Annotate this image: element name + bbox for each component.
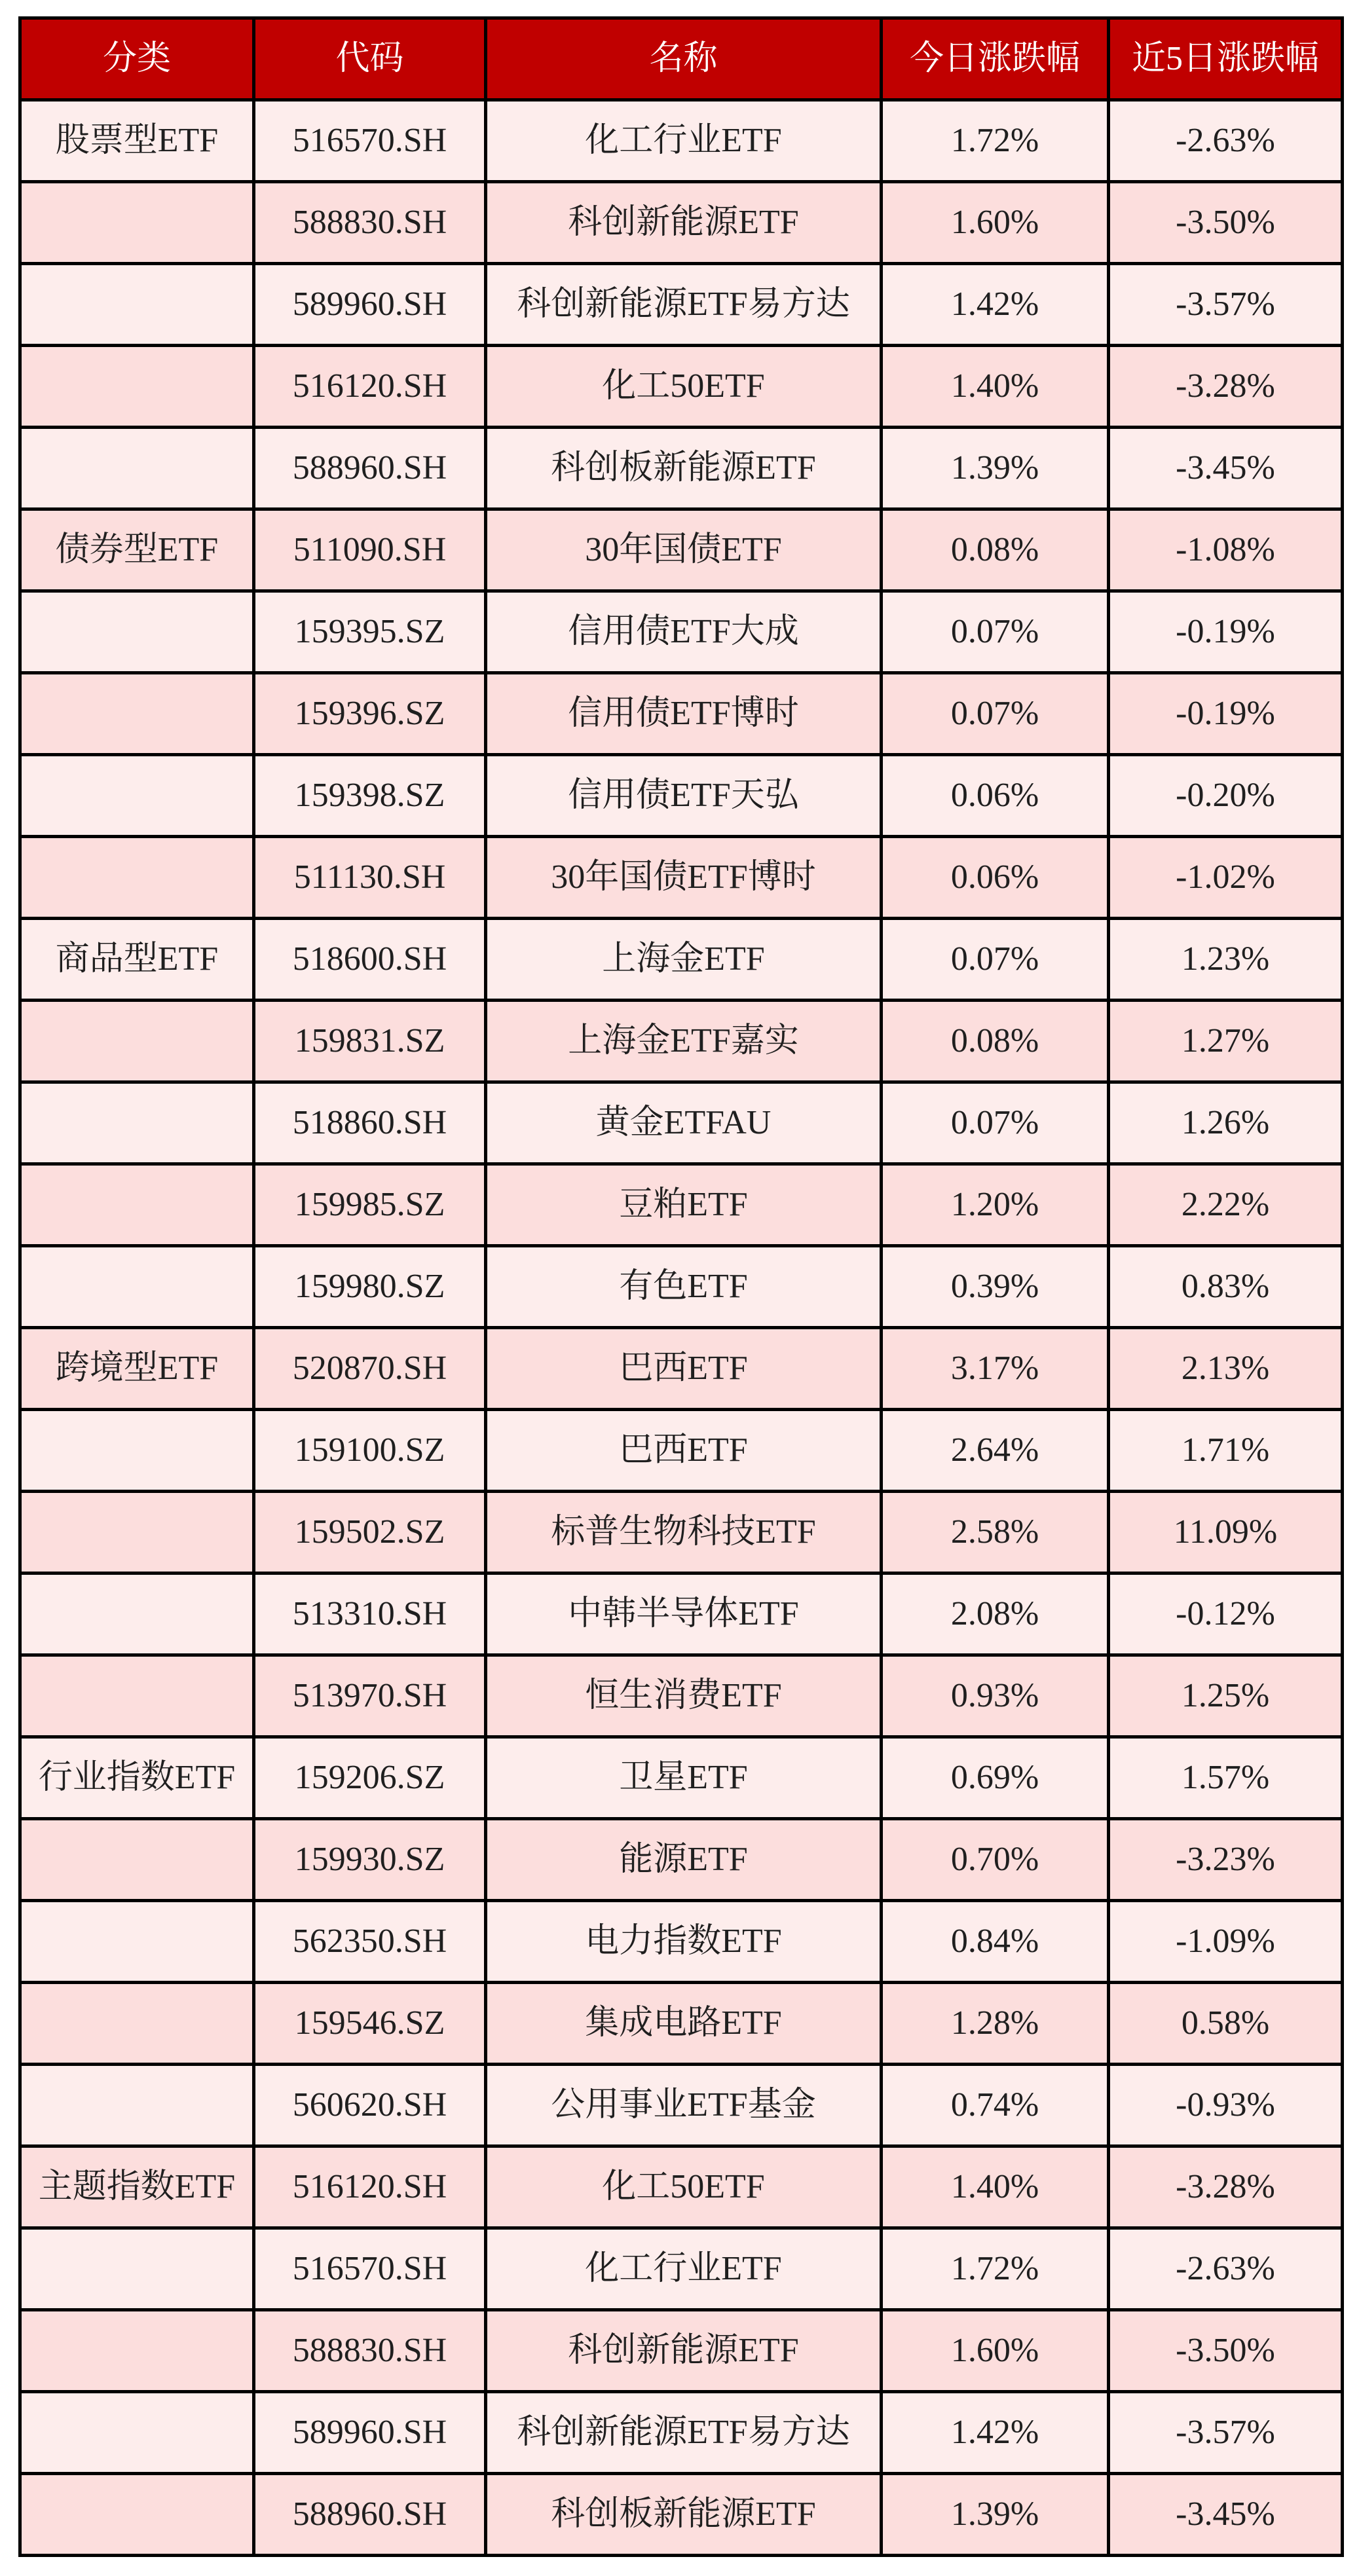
cell-category: [20, 1901, 254, 1983]
cell-category: [20, 1410, 254, 1492]
cell-name: 豆粕ETF: [486, 1164, 882, 1246]
cell-category: [20, 1492, 254, 1573]
cell-today-change: 1.60%: [882, 182, 1109, 264]
cell-category: [20, 1164, 254, 1246]
cell-code: 159395.SZ: [254, 591, 486, 673]
cell-name: 科创新能源ETF: [486, 182, 882, 264]
cell-today-change: 0.84%: [882, 1901, 1109, 1983]
cell-code: 518600.SH: [254, 919, 486, 1001]
cell-category: [20, 1082, 254, 1164]
table-row: [20, 428, 1343, 509]
cell-5day-change: -3.57%: [1109, 264, 1343, 346]
cell-category: [20, 428, 254, 509]
cell-code: 159502.SZ: [254, 1492, 486, 1573]
cell-category: [20, 346, 254, 428]
table-row: [20, 837, 1343, 919]
cell-5day-change: -0.19%: [1109, 673, 1343, 755]
cell-5day-change: 0.58%: [1109, 1983, 1343, 2065]
cell-category: [20, 2310, 254, 2392]
cell-category: [20, 2392, 254, 2474]
cell-name: 卫星ETF: [486, 1737, 882, 1819]
table-row: [20, 1983, 1343, 2065]
cell-code: 159831.SZ: [254, 1001, 486, 1082]
cell-code: 589960.SH: [254, 264, 486, 346]
cell-5day-change: 1.23%: [1109, 919, 1343, 1001]
table-row: [20, 1573, 1343, 1655]
cell-today-change: 0.39%: [882, 1246, 1109, 1328]
table-header: [20, 18, 1343, 100]
cell-5day-change: -3.28%: [1109, 2146, 1343, 2228]
cell-name: 30年国债ETF博时: [486, 837, 882, 919]
cell-today-change: 1.39%: [882, 2474, 1109, 2556]
cell-code: 516120.SH: [254, 346, 486, 428]
etf-table-container: [18, 16, 1344, 2557]
cell-name: 科创新能源ETF易方达: [486, 2392, 882, 2474]
cell-name: 集成电路ETF: [486, 1983, 882, 2065]
cell-5day-change: -0.19%: [1109, 591, 1343, 673]
cell-5day-change: 0.83%: [1109, 1246, 1343, 1328]
cell-5day-change: 2.22%: [1109, 1164, 1343, 1246]
table-row: [20, 2146, 1343, 2228]
cell-code: 520870.SH: [254, 1328, 486, 1410]
table-row: [20, 1492, 1343, 1573]
cell-code: 159396.SZ: [254, 673, 486, 755]
cell-code: 588830.SH: [254, 182, 486, 264]
cell-today-change: 0.08%: [882, 1001, 1109, 1082]
cell-name: 上海金ETF嘉实: [486, 1001, 882, 1082]
cell-name: 科创新能源ETF易方达: [486, 264, 882, 346]
cell-name: 科创板新能源ETF: [486, 2474, 882, 2556]
cell-name: 巴西ETF: [486, 1410, 882, 1492]
cell-code: 513310.SH: [254, 1573, 486, 1655]
cell-today-change: 0.07%: [882, 1082, 1109, 1164]
cell-name: 信用债ETF天弘: [486, 755, 882, 837]
cell-code: 159985.SZ: [254, 1164, 486, 1246]
cell-name: 恒生消费ETF: [486, 1655, 882, 1737]
table-row: [20, 2228, 1343, 2310]
cell-today-change: 1.40%: [882, 346, 1109, 428]
cell-today-change: 0.06%: [882, 837, 1109, 919]
cell-name: 信用债ETF博时: [486, 673, 882, 755]
cell-5day-change: -1.02%: [1109, 837, 1343, 919]
cell-name: 科创新能源ETF: [486, 2310, 882, 2392]
cell-code: 588960.SH: [254, 2474, 486, 2556]
cell-5day-change: -2.63%: [1109, 100, 1343, 182]
cell-today-change: 0.70%: [882, 1819, 1109, 1901]
cell-category: [20, 1819, 254, 1901]
cell-today-change: 1.42%: [882, 2392, 1109, 2474]
cell-code: 588960.SH: [254, 428, 486, 509]
cell-today-change: 1.60%: [882, 2310, 1109, 2392]
table-row: [20, 100, 1343, 182]
cell-category: [20, 1655, 254, 1737]
cell-today-change: 0.07%: [882, 919, 1109, 1001]
cell-name: 30年国债ETF: [486, 509, 882, 591]
table-row: [20, 591, 1343, 673]
cell-today-change: 0.06%: [882, 755, 1109, 837]
cell-code: 159206.SZ: [254, 1737, 486, 1819]
cell-name: 公用事业ETF基金: [486, 2065, 882, 2146]
cell-5day-change: -3.28%: [1109, 346, 1343, 428]
cell-name: 化工50ETF: [486, 2146, 882, 2228]
table-row: [20, 2310, 1343, 2392]
header-row: [20, 18, 1343, 100]
cell-code: 516570.SH: [254, 100, 486, 182]
table-body: [20, 100, 1343, 2556]
cell-name: 信用债ETF大成: [486, 591, 882, 673]
cell-category: 跨境型ETF: [20, 1328, 254, 1410]
cell-5day-change: 2.13%: [1109, 1328, 1343, 1410]
cell-5day-change: 1.27%: [1109, 1001, 1343, 1082]
cell-category: [20, 2474, 254, 2556]
cell-code: 159546.SZ: [254, 1983, 486, 2065]
cell-category: [20, 2228, 254, 2310]
cell-name: 化工行业ETF: [486, 2228, 882, 2310]
cell-5day-change: -0.93%: [1109, 2065, 1343, 2146]
cell-name: 化工50ETF: [486, 346, 882, 428]
cell-category: 主题指数ETF: [20, 2146, 254, 2228]
cell-5day-change: -3.50%: [1109, 182, 1343, 264]
cell-code: 159980.SZ: [254, 1246, 486, 1328]
cell-code: 511130.SH: [254, 837, 486, 919]
cell-today-change: 2.64%: [882, 1410, 1109, 1492]
cell-5day-change: -2.63%: [1109, 2228, 1343, 2310]
header-cell-5day-change: 近5日涨跌幅: [1109, 18, 1343, 100]
cell-today-change: 1.42%: [882, 264, 1109, 346]
cell-name: 科创板新能源ETF: [486, 428, 882, 509]
cell-5day-change: -1.09%: [1109, 1901, 1343, 1983]
cell-category: 债券型ETF: [20, 509, 254, 591]
cell-name: 中韩半导体ETF: [486, 1573, 882, 1655]
cell-category: [20, 2065, 254, 2146]
table-row: [20, 673, 1343, 755]
table-row: [20, 2065, 1343, 2146]
cell-today-change: 0.93%: [882, 1655, 1109, 1737]
table-row: [20, 182, 1343, 264]
cell-code: 588830.SH: [254, 2310, 486, 2392]
cell-category: [20, 755, 254, 837]
cell-category: [20, 1001, 254, 1082]
cell-code: 159398.SZ: [254, 755, 486, 837]
cell-category: [20, 837, 254, 919]
cell-today-change: 1.28%: [882, 1983, 1109, 2065]
cell-code: 589960.SH: [254, 2392, 486, 2474]
cell-name: 化工行业ETF: [486, 100, 882, 182]
table-row: [20, 264, 1343, 346]
table-row: [20, 755, 1343, 837]
cell-name: 有色ETF: [486, 1246, 882, 1328]
table-row: [20, 2392, 1343, 2474]
cell-today-change: 0.07%: [882, 591, 1109, 673]
table-row: [20, 1655, 1343, 1737]
cell-name: 电力指数ETF: [486, 1901, 882, 1983]
cell-5day-change: -0.20%: [1109, 755, 1343, 837]
cell-code: 516570.SH: [254, 2228, 486, 2310]
cell-code: 159100.SZ: [254, 1410, 486, 1492]
cell-5day-change: 11.09%: [1109, 1492, 1343, 1573]
cell-today-change: 1.39%: [882, 428, 1109, 509]
table-row: [20, 509, 1343, 591]
table-row: [20, 2474, 1343, 2556]
cell-category: 商品型ETF: [20, 919, 254, 1001]
table-row: [20, 1001, 1343, 1082]
header-cell-name: 名称: [486, 18, 882, 100]
cell-5day-change: -3.45%: [1109, 428, 1343, 509]
cell-5day-change: -3.23%: [1109, 1819, 1343, 1901]
cell-today-change: 1.72%: [882, 100, 1109, 182]
cell-5day-change: -3.45%: [1109, 2474, 1343, 2556]
cell-category: 股票型ETF: [20, 100, 254, 182]
table-row: [20, 346, 1343, 428]
cell-category: [20, 591, 254, 673]
table-row: [20, 1246, 1343, 1328]
cell-category: 行业指数ETF: [20, 1737, 254, 1819]
cell-5day-change: -1.08%: [1109, 509, 1343, 591]
cell-name: 巴西ETF: [486, 1328, 882, 1410]
cell-today-change: 0.07%: [882, 673, 1109, 755]
cell-today-change: 0.74%: [882, 2065, 1109, 2146]
table-row: [20, 1082, 1343, 1164]
header-cell-category: 分类: [20, 18, 254, 100]
table-row: [20, 1737, 1343, 1819]
header-cell-today-change: 今日涨跌幅: [882, 18, 1109, 100]
cell-code: 562350.SH: [254, 1901, 486, 1983]
table-row: [20, 1328, 1343, 1410]
cell-code: 513970.SH: [254, 1655, 486, 1737]
table-row: [20, 1819, 1343, 1901]
cell-name: 能源ETF: [486, 1819, 882, 1901]
cell-5day-change: 1.25%: [1109, 1655, 1343, 1737]
cell-5day-change: 1.57%: [1109, 1737, 1343, 1819]
cell-today-change: 2.08%: [882, 1573, 1109, 1655]
cell-name: 黄金ETFAU: [486, 1082, 882, 1164]
cell-5day-change: -3.50%: [1109, 2310, 1343, 2392]
cell-today-change: 1.40%: [882, 2146, 1109, 2228]
etf-change-table: [18, 16, 1344, 2557]
cell-category: [20, 1983, 254, 2065]
cell-today-change: 2.58%: [882, 1492, 1109, 1573]
cell-today-change: 0.69%: [882, 1737, 1109, 1819]
cell-category: [20, 264, 254, 346]
cell-today-change: 0.08%: [882, 509, 1109, 591]
cell-code: 159930.SZ: [254, 1819, 486, 1901]
cell-5day-change: -3.57%: [1109, 2392, 1343, 2474]
header-cell-code: 代码: [254, 18, 486, 100]
cell-name: 标普生物科技ETF: [486, 1492, 882, 1573]
cell-code: 516120.SH: [254, 2146, 486, 2228]
cell-category: [20, 673, 254, 755]
table-row: [20, 1164, 1343, 1246]
cell-5day-change: -0.12%: [1109, 1573, 1343, 1655]
cell-5day-change: 1.71%: [1109, 1410, 1343, 1492]
table-row: [20, 1901, 1343, 1983]
cell-category: [20, 1246, 254, 1328]
table-row: [20, 919, 1343, 1001]
table-row: [20, 1410, 1343, 1492]
cell-5day-change: 1.26%: [1109, 1082, 1343, 1164]
cell-code: 511090.SH: [254, 509, 486, 591]
cell-today-change: 1.72%: [882, 2228, 1109, 2310]
cell-category: [20, 1573, 254, 1655]
cell-code: 560620.SH: [254, 2065, 486, 2146]
cell-name: 上海金ETF: [486, 919, 882, 1001]
cell-category: [20, 182, 254, 264]
cell-code: 518860.SH: [254, 1082, 486, 1164]
cell-today-change: 3.17%: [882, 1328, 1109, 1410]
cell-today-change: 1.20%: [882, 1164, 1109, 1246]
